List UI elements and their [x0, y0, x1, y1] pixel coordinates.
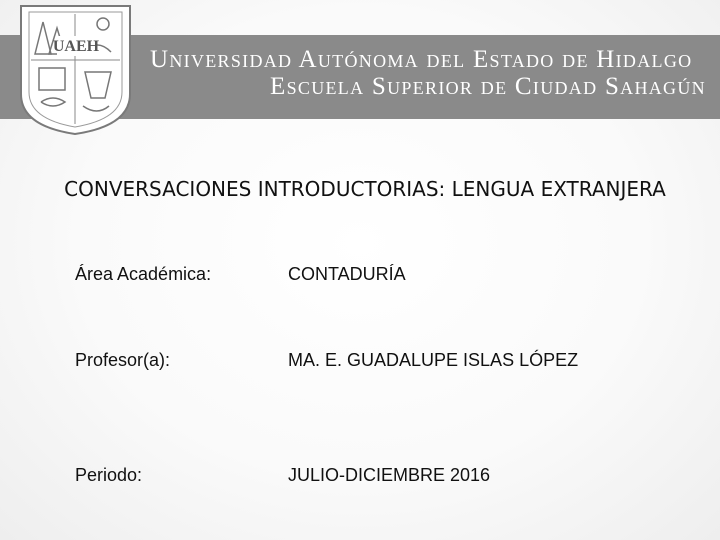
field-value-period: JULIO-DICIEMBRE 2016	[288, 465, 491, 485]
university-name: Universidad Autónoma del Estado de Hidalgo	[150, 46, 693, 73]
field-label-period: Periodo:	[75, 465, 143, 485]
school-name: Escuela Superior de Ciudad Sahagún	[270, 73, 706, 100]
svg-text:UAEH: UAEH	[52, 38, 100, 55]
field-label-professor: Profesor(a):	[75, 350, 171, 370]
field-value-area: CONTADURÍA	[288, 264, 406, 284]
course-title: CONVERSACIONES INTRODUCTORIAS: LENGUA EXTRANJERA	[64, 177, 666, 201]
field-value-professor: MA. E. GUADALUPE ISLAS LÓPEZ	[288, 350, 579, 370]
field-label-area: Área Académica:	[75, 264, 212, 284]
uaeh-shield-logo	[13, 2, 138, 136]
